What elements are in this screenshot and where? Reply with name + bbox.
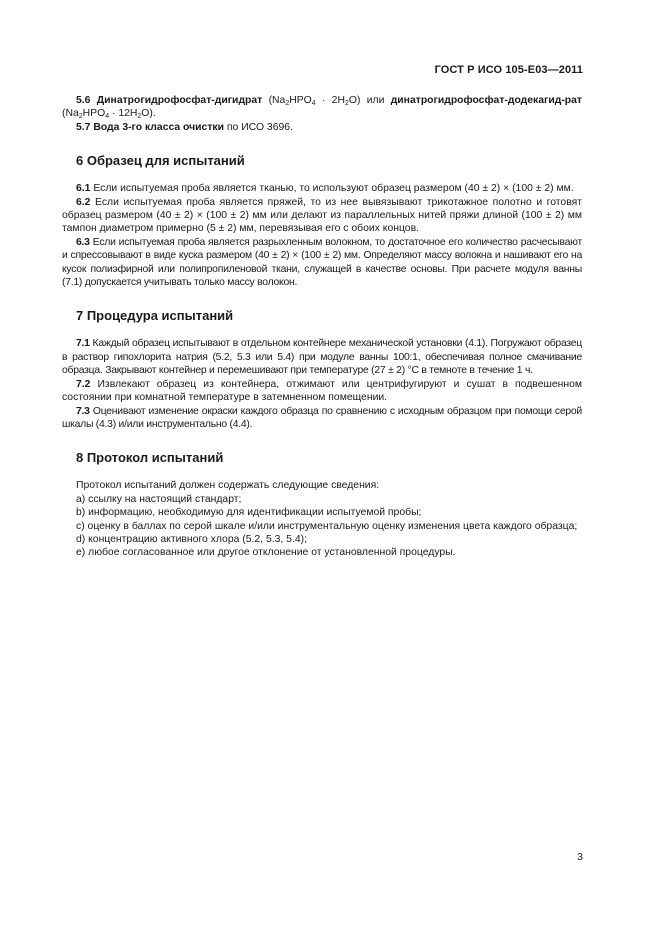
reagent-formula: $(Na_2HPO_4 \cdot 2H_2O)$: [268, 95, 361, 107]
clause-text: по ИСО 3696.: [226, 121, 293, 133]
clause-number: 7.1: [76, 338, 90, 350]
section-6-title: 6 Образец для испытаний: [76, 153, 245, 169]
protocol-item-b: b) информацию, необходимую для идентификации испытуемой пробы;: [76, 507, 422, 519]
reagent-name: Вода 3-го класса очистки: [93, 121, 225, 133]
protocol-item-e: e) любое согласованное или другое отклонение от установленной процедуры.: [76, 547, 456, 559]
reagent-name-alt: динатрогидрофосфат-додекагид-рат: [390, 95, 583, 106]
clause-7-2: [62, 378, 582, 405]
clause-number: 6.1: [76, 183, 91, 195]
section-8-title: 8 Протокол испытаний: [76, 450, 224, 466]
clause-7-1: [62, 337, 582, 377]
clause-text: Извлекают образец из контейнера, отжимают или центрифугируют и сушат в подвешенном состоянии при комнатной температуре в затемненном помещении.: [62, 378, 582, 404]
clause-number: 6.3: [76, 236, 90, 248]
clause-text: Каждый образец испытывают в отдельном контейнере механической установки (4.1). Погружают образец в раствор гипохлорита натрия (5.2, 5.3 или 5.4) при модуле ванны 100:1, обеспечивая полное смачивание образца. Закрывают контейнер и перемешивают при температуре (27 ± 2) °C в темноте в течение 1 ч.: [62, 338, 582, 377]
clause-text: Оценивают изменение окраски каждого образца по сравнению с исходным образцом при помощи серой шкалы (4.3) и/или инструментально (4.4).: [62, 405, 582, 430]
clause-7-3: [62, 405, 582, 432]
clause-text: Если испытуемая проба является пряжей, то из нее вывязывают трикотажное полотно и готовят образец размером (40 ± 2) × (100 ± 2) мм или делают из параллельных нитей пряжи длиной (100 ± 2) мм тампон диаметром примерно (5 ± 2) мм, перевязывая его с обоих концов.: [62, 196, 582, 235]
clause-text: Если испытуемая проба является разрыхленным волокном, то достаточное его количество расчесывают и спрессовывают в виде куска размером (40 ± 2) × (100 ± 2) мм. Определяют массу волокна и нашивают его на кусок полиэфирной или полипропиленовой ткани, служащей в качестве основы. При расчете модуля ванны (7.1) допускается учитывать только массу волокон.: [62, 236, 582, 289]
reagent-formula-alt: $(Na_2HPO_4 \cdot 12H_2O)$.: [62, 108, 156, 121]
protocol-item-c: c) оценку в баллах по серой шкале и/или инструментальную оценку изменения цвета каждого образца;: [76, 520, 578, 532]
reagent-name: Динатрогидрофосфат-дигидрат: [96, 95, 263, 106]
conjunction: или: [366, 95, 385, 106]
clause-5-7: [62, 121, 582, 134]
clause-number: 5.6: [76, 95, 91, 106]
clause-6-3: [62, 236, 582, 290]
clause-number: 7.3: [76, 405, 90, 417]
protocol-item-a: a) ссылку на настоящий стандарт;: [76, 493, 242, 505]
section-7-title: 7 Процедура испытаний: [76, 308, 234, 324]
clause-number: 6.2: [76, 196, 91, 208]
clause-number: 5.7: [76, 121, 91, 133]
protocol-intro: Протокол испытаний должен содержать следующие сведения:: [76, 480, 380, 492]
page-number: 3: [577, 851, 583, 863]
clause-number: 7.2: [76, 378, 91, 390]
clause-text: Если испытуемая проба является тканью, то используют образец размером (40 ± 2) × (100 ± 2) мм.: [93, 183, 574, 195]
document-header: ГОСТ Р ИСО 105-E03—2011: [434, 64, 583, 76]
protocol-item-d: d) концентрацию активного хлора (5.2, 5.3, 5.4);: [76, 533, 307, 545]
clause-5-6: [62, 94, 582, 121]
document-body: [62, 94, 582, 560]
clause-6-2: [62, 196, 582, 236]
clause-6-1: [62, 182, 582, 195]
